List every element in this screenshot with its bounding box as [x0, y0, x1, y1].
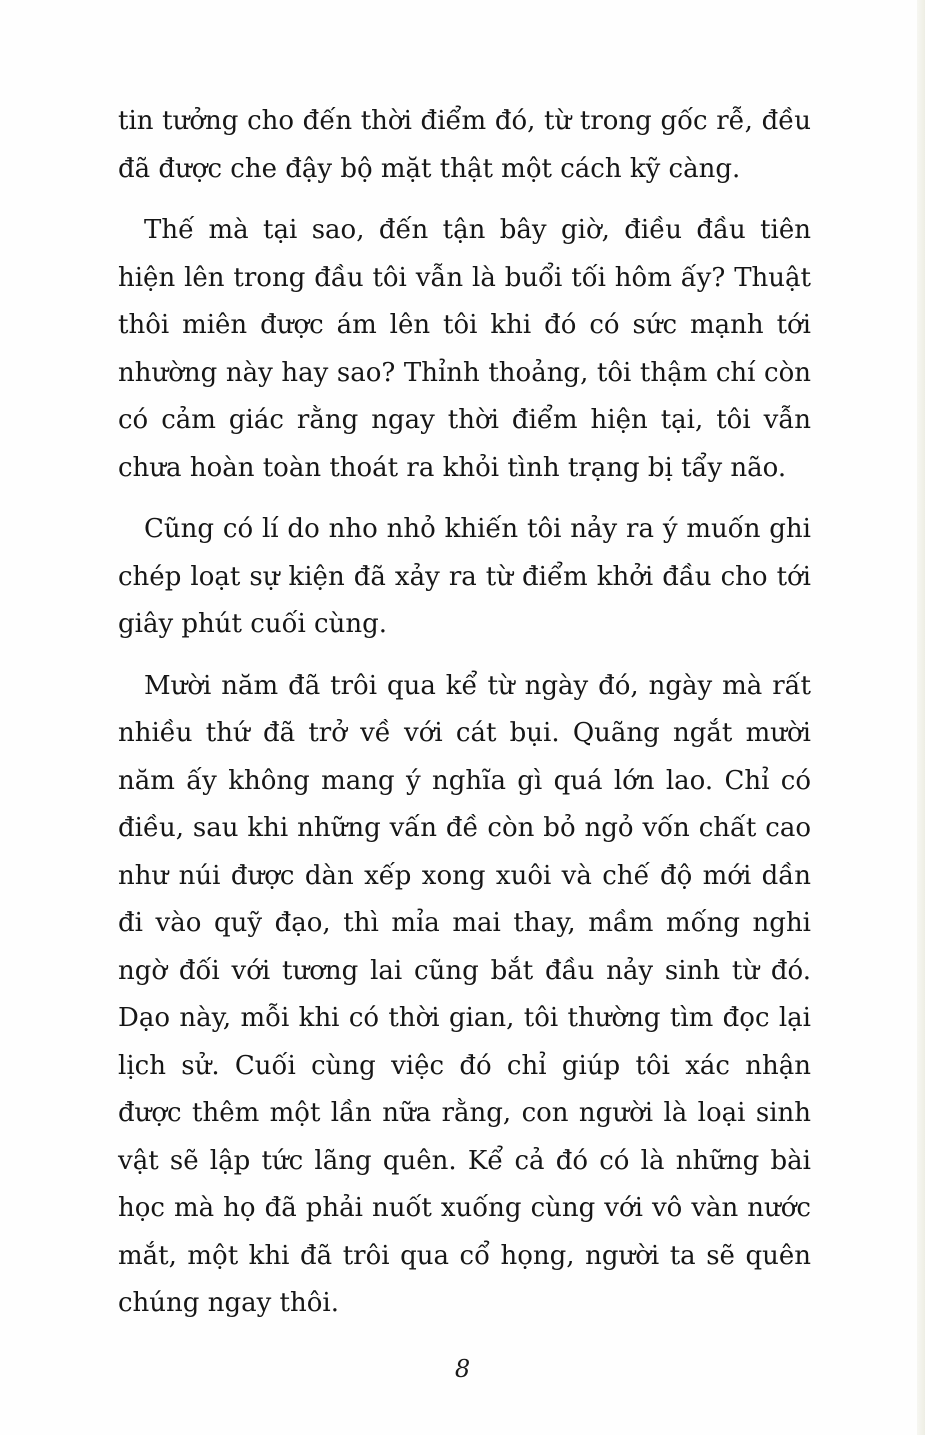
- paragraph-1: tin tưởng cho đến thời điểm đó, từ trong gốc rễ, đều đã được che đậy bộ mặt thật một cách kỹ càng.: [118, 106, 811, 184]
- body-text: [118, 98, 811, 1342]
- paragraph-2: Thế mà tại sao, đến tận bây giờ, điều đầu tiên hiện lên trong đầu tôi vẫn là buổi tối hôm ấy? Thuật thôi miên được ám lên tôi khi đó có sức mạnh tới nhường này hay sao? Thỉnh thoảng, tôi thậm chí còn có cảm giác rằng ngay thời điểm hiện tại, tôi vẫn chưa hoàn toàn thoát ra khỏi tình trạng bị tẩy não.: [118, 215, 811, 483]
- paragraph-3: Cũng có lí do nho nhỏ khiến tôi nảy ra ý muốn ghi chép loạt sự kiện đã xảy ra từ điểm khởi đầu cho tới giây phút cuối cùng.: [118, 514, 811, 639]
- paragraph-4: Mười năm đã trôi qua kể từ ngày đó, ngày mà rất nhiều thứ đã trở về với cát bụi. Quãng ngắt mười năm ấy không mang ý nghĩa gì quá lớn lao. Chỉ có điều, sau khi những vấn đề còn bỏ ngỏ vốn chất cao như núi được dàn xếp xong xuôi và chế độ mới dần đi vào quỹ đạo, thì mỉa mai thay, mầm mống nghi ngờ đối với tương lai cũng bắt đầu nảy sinh từ đó. Dạo này, mỗi khi có thời gian, tôi thường tìm đọc lại lịch sử. Cuối cùng việc đó chỉ giúp tôi xác nhận được thêm một lần nữa rằng, con người là loại sinh vật sẽ lập tức lãng quên. Kể cả đó có là những bài học mà họ đã phải nuốt xuống cùng với vô vàn nước mắt, một khi đã trôi qua cổ họng, người ta sẽ quên chúng ngay thôi.: [118, 670, 811, 1318]
- page-number: 8: [454, 1355, 471, 1383]
- page-edge: [917, 0, 925, 1435]
